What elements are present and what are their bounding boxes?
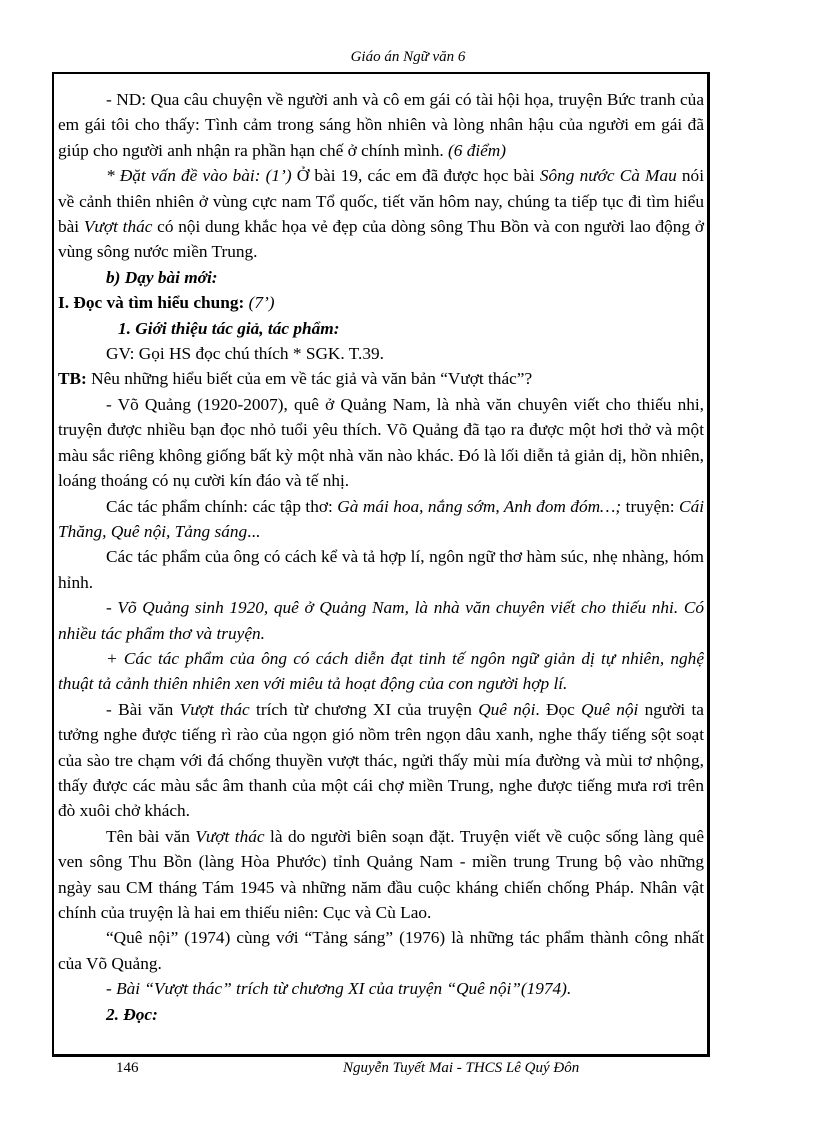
text-run: 1. Giới thiệu tác giả, tác phẩm: — [118, 318, 340, 338]
text-run: + Các tác phẩm của ông có cách diễn đạt tinh tế ngôn ngữ giản dị tự nhiên, nghệ thuật tả cảnh thiên nhiên xen với miêu tả hoạt động của con người hợp lí. — [58, 648, 704, 694]
text-run: ... — [247, 521, 261, 541]
text-run: I. Đọc và tìm hiểu chung: — [58, 293, 245, 313]
text-run: GV: Gọi HS đọc chú thích * SGK. T.39. — [106, 344, 384, 364]
text-run: - Võ Quảng (1920-2007), quê ở Quảng Nam, là nhà văn chuyên viết cho thiếu nhi, truyện được nhiều bạn đọc nhỏ tuổi yêu thích. Võ Quảng đã tạo ra được một hơi thở và một màu sắc riêng không giống bất kỳ một nhà văn nào khác. Đó là lối diễn tả giản dị, hồn nhiên, loáng thoáng có nụ cười kín đáo và tế nhị. — [58, 394, 704, 491]
text-run: Các tác phẩm của ông có cách kể và tả hợp lí, ngôn ngữ thơ hàm súc, nhẹ nhàng, hóm hỉnh. — [58, 547, 704, 592]
paragraph — [58, 87, 704, 163]
paragraph — [58, 976, 704, 1001]
paragraph — [58, 697, 704, 824]
text-run: Nêu những hiểu biết của em về tác giả và văn bản “Vượt thác”? — [86, 369, 533, 389]
text-run: Các tác phẩm chính: các tập thơ: — [106, 496, 338, 516]
page-header-title: Giáo án Ngữ văn 6 — [350, 49, 466, 65]
text-run: . Đọc — [535, 699, 582, 719]
text-run: - Võ Quảng sinh 1920, quê ở Quảng Nam, là nhà văn chuyên viết cho thiếu nhi. Có nhiều tác phẩm thơ và truyện. — [58, 598, 704, 643]
text-run: truyện: — [621, 496, 680, 516]
text-run: nói về cảnh thiên nhiên ở vùng cực nam Tổ quốc, tiết văn hôm nay, chúng ta tiếp tục đi tìm hiểu bài — [58, 166, 704, 237]
paragraph — [58, 265, 704, 290]
text-run: TB: — [58, 369, 87, 389]
text-run: là do người biên soạn đặt. Truyện viết về cuộc sống làng quê ven sông Thu Bồn (làng Hòa Phước) tỉnh Quảng Nam - miền trung Trung bộ vào những ngày sau CM tháng Tám 1945 và những năm đầu cuộc kháng chiến chống Pháp. Nhân vật chính của truyện là hai em thiếu niên: Cục và Cù Lao. — [58, 826, 704, 922]
document-body — [58, 87, 704, 1027]
text-run: trích từ chương XI của truyện — [249, 699, 479, 719]
text-run: người ta tưởng nghe được tiếng rì rào của ngọn gió nồm trên ngọn dâu xanh, nghe thấy tiếng sột soạt của sào tre chạm với đá chống thuyền vượt thác, ngửi thấy mùi mía đường và mùi tơ nhộng, thấy được các màu sắc âm thanh của một cái chợ miền Trung, nghe được tiếng mưa rơi trên đò xuôi chở khách. — [58, 699, 704, 821]
paragraph — [58, 392, 704, 494]
text-run: Vượt thác — [83, 217, 153, 237]
paragraph — [58, 341, 704, 366]
text-run: - Bài “Vượt thác” trích từ chương XI của truyện “Quê nội”(1974). — [106, 979, 572, 999]
text-run: Quê nội — [478, 699, 536, 719]
text-run: Tên bài văn — [106, 826, 196, 846]
paragraph — [58, 290, 704, 315]
paragraph — [58, 366, 704, 391]
paragraph — [58, 163, 704, 265]
text-run: 2. Đọc: — [106, 1004, 158, 1024]
text-run: Vượt thác — [179, 699, 250, 719]
page-number: 146 — [116, 1060, 139, 1076]
paragraph — [58, 595, 704, 646]
text-run: * Đặt vấn đề vào bài: (1’) — [106, 166, 292, 186]
paragraph — [58, 925, 704, 976]
text-run: Ở bài 19, các em đã được học bài — [291, 166, 540, 186]
text-run: - Bài văn — [106, 699, 180, 719]
paragraph — [58, 544, 704, 595]
text-run: Vượt thác — [195, 826, 265, 846]
text-run: - ND: Qua câu chuyện về người anh và cô em gái có tài hội họa, truyện Bức tranh của em gái tôi cho thấy: Tình cảm trong sáng hồn nhiên và lòng nhân hậu của người em gái đã giúp cho người anh nhận ra phần hạn chế ở chính mình. — [58, 90, 704, 160]
paragraph — [58, 494, 704, 545]
paragraph — [58, 1002, 704, 1027]
text-run: Quê nội — [581, 699, 639, 719]
text-run: (6 điểm) — [447, 140, 507, 160]
footer-author: Nguyễn Tuyết Mai - THCS Lê Quý Đôn — [343, 1060, 580, 1076]
text-run: Gà mái hoa, nắng sớm, Anh đom đóm…; — [337, 496, 622, 516]
text-run: (7’) — [244, 293, 275, 313]
text-run: b) Dạy bài mới: — [106, 267, 218, 287]
paragraph — [58, 646, 704, 697]
paragraph — [58, 824, 704, 926]
text-run: “Quê nội” (1974) cùng với “Tảng sáng” (1976) là những tác phẩm thành công nhất của Võ Quảng. — [58, 928, 704, 973]
text-run: Sông nước Cà Mau — [539, 166, 677, 186]
text-run: có nội dung khắc họa vẻ đẹp của dòng sông Thu Bồn và con người lao động ở vùng sông nước miền Trung. — [58, 217, 704, 262]
paragraph — [58, 316, 704, 341]
text-run: Cái Thăng, Quê nội, Tảng sáng — [58, 496, 705, 541]
